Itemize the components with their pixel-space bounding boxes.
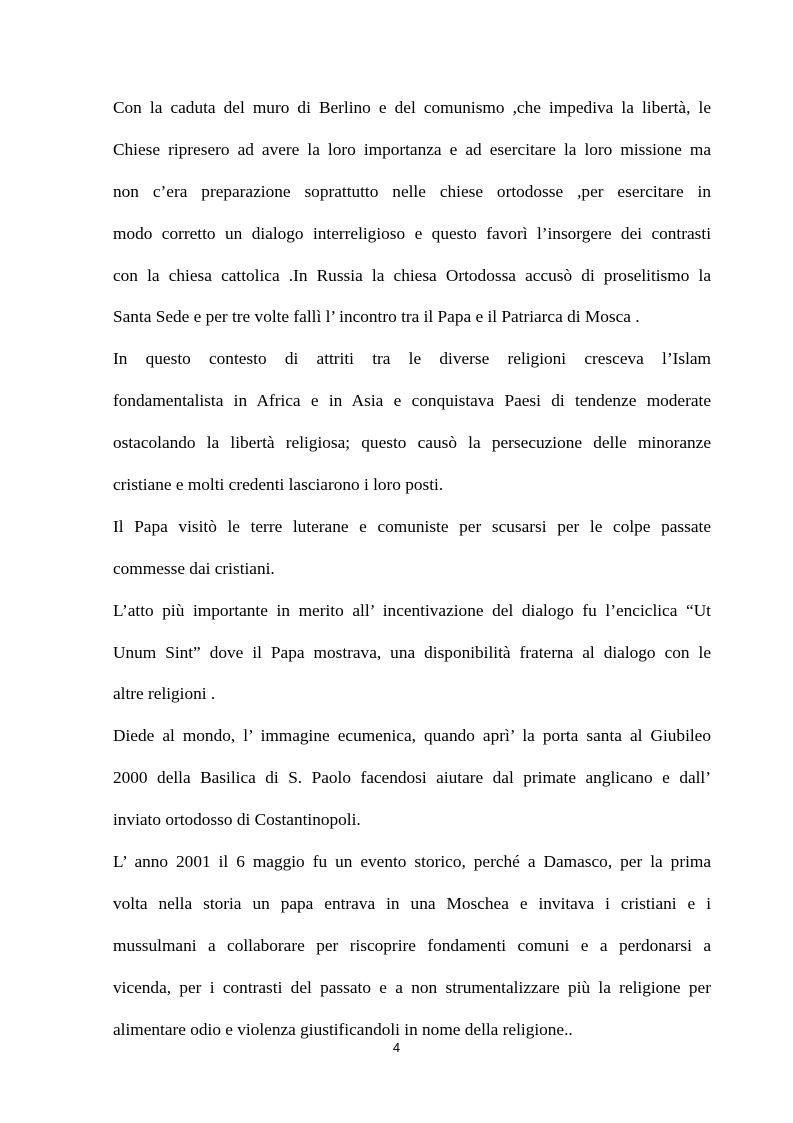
text-line: Con la caduta del muro di Berlino e del comunismo ,che impediva la libertà, le <box>113 98 711 117</box>
text-line: commesse dai cristiani. <box>113 558 275 578</box>
body-text <box>113 87 711 1050</box>
text-line: Diede al mondo, l’ immagine ecumenica, quando aprì’ la porta santa al Giubileo <box>113 726 711 746</box>
text-line: con la chiesa cattolica .In Russia la chiesa Ortodossa accusò di proselitismo la <box>113 265 711 285</box>
text-line: alimentare odio e violenza giustificandoli in nome della religione.. <box>113 1019 573 1039</box>
text-line: In questo contesto di attriti tra le diverse religioni cresceva l’Islam <box>113 349 711 369</box>
text-line: Chiese ripresero ad avere la loro importanza e ad esercitare la loro missione ma <box>113 139 711 159</box>
page-number: 4 <box>392 1040 401 1055</box>
text-line: altre religioni . <box>113 684 216 704</box>
text-line: inviato ortodosso di Costantinopoli. <box>113 810 361 830</box>
text-line: L’ anno 2001 il 6 maggio fu un evento storico, perché a Damasco, per la prima <box>113 852 711 872</box>
text-line: fondamentalista in Africa e in Asia e conquistava Paesi di tendenze moderate <box>113 391 711 411</box>
text-line: L’atto più importante in merito all’ incentivazione del dialogo fu l’enciclica “Ut <box>113 600 711 620</box>
text-line: cristiane e molti credenti lasciarono i loro posti. <box>113 475 444 495</box>
text-line: Santa Sede e per tre volte fallì l’ incontro tra il Papa e il Patriarca di Mosca . <box>113 307 640 327</box>
text-line: vicenda, per i contrasti del passato e a non strumentalizzare più la religione per <box>113 977 711 997</box>
text-line: Unum Sint” dove il Papa mostrava, una disponibilità fraterna al dialogo con le <box>113 642 711 662</box>
text-line: volta nella storia un papa entrava in una Moschea e invitava i cristiani e i <box>113 893 711 913</box>
text-line: Il Papa visitò le terre luterane e comuniste per scusarsi per le colpe passate <box>113 516 711 536</box>
text-line: modo corretto un dialogo interreligioso e questo favorì l’insorgere dei contrasti <box>113 223 711 243</box>
text-line: non c’era preparazione soprattutto nelle chiese ortodosse ,per esercitare in <box>113 181 711 201</box>
text-line: mussulmani a collaborare per riscoprire fondamenti comuni e a perdonarsi a <box>113 935 711 955</box>
text-line: 2000 della Basilica di S. Paolo facendosi aiutare dal primate anglicano e dall’ <box>113 768 711 788</box>
text-line: ostacolando la libertà religiosa; questo causò la persecuzione delle minoranze <box>113 433 711 453</box>
